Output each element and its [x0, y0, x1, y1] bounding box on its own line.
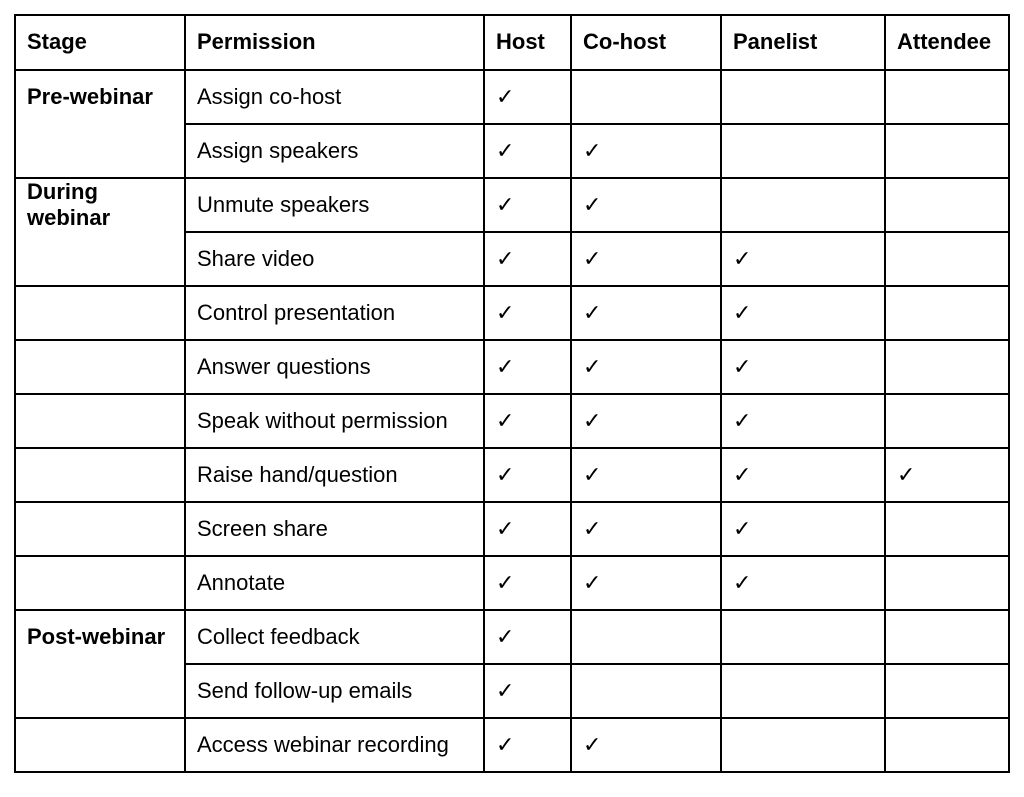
- column-header-panelist: Panelist: [721, 15, 885, 70]
- check-cell-attendee: [885, 394, 1009, 448]
- check-cell-panelist: ✓: [721, 340, 885, 394]
- stage-cell-pre-webinar: [15, 70, 185, 178]
- permission-cell: Unmute speakers: [185, 178, 484, 232]
- check-cell-co-host: ✓: [571, 286, 721, 340]
- check-cell-panelist: ✓: [721, 394, 885, 448]
- check-cell-attendee: [885, 718, 1009, 772]
- permission-cell: Answer questions: [185, 340, 484, 394]
- check-cell-co-host: [571, 664, 721, 718]
- table-row: [15, 178, 1009, 232]
- table-row: [15, 394, 1009, 448]
- check-cell-panelist: ✓: [721, 556, 885, 610]
- check-cell-panelist: [721, 664, 885, 718]
- check-cell-panelist: ✓: [721, 448, 885, 502]
- check-cell-host: ✓: [484, 70, 571, 124]
- permission-cell: Control presentation: [185, 286, 484, 340]
- check-cell-attendee: [885, 286, 1009, 340]
- permission-cell: Annotate: [185, 556, 484, 610]
- check-cell-attendee: ✓: [885, 448, 1009, 502]
- permission-cell: Access webinar recording: [185, 718, 484, 772]
- table-row: [15, 502, 1009, 556]
- check-cell-panelist: ✓: [721, 286, 885, 340]
- column-header-co-host: Co-host: [571, 15, 721, 70]
- check-cell-host: ✓: [484, 502, 571, 556]
- check-cell-attendee: [885, 232, 1009, 286]
- stage-cell-empty: [15, 556, 185, 610]
- table-row: [15, 718, 1009, 772]
- permission-cell: Raise hand/question: [185, 448, 484, 502]
- check-cell-panelist: [721, 610, 885, 664]
- permission-cell: Screen share: [185, 502, 484, 556]
- check-cell-host: ✓: [484, 718, 571, 772]
- stage-cell-post-webinar: [15, 610, 185, 718]
- stage-cell-empty: [15, 502, 185, 556]
- check-cell-co-host: [571, 70, 721, 124]
- stage-cell-empty: [15, 340, 185, 394]
- check-cell-co-host: ✓: [571, 448, 721, 502]
- webinar-permissions-table: [14, 14, 1010, 773]
- permission-cell: Collect feedback: [185, 610, 484, 664]
- column-header-permission: Permission: [185, 15, 484, 70]
- check-cell-host: ✓: [484, 664, 571, 718]
- permission-cell: Send follow-up emails: [185, 664, 484, 718]
- check-cell-co-host: ✓: [571, 556, 721, 610]
- check-cell-attendee: [885, 502, 1009, 556]
- column-header-stage: Stage: [15, 15, 185, 70]
- stage-label: Post-webinar: [27, 623, 166, 649]
- check-cell-co-host: ✓: [571, 394, 721, 448]
- check-cell-panelist: ✓: [721, 232, 885, 286]
- check-cell-co-host: ✓: [571, 232, 721, 286]
- stage-cell-during-webinar: [15, 178, 185, 286]
- table-row: [15, 448, 1009, 502]
- check-cell-attendee: [885, 610, 1009, 664]
- check-cell-panelist: [721, 718, 885, 772]
- check-cell-host: ✓: [484, 232, 571, 286]
- stage-cell-empty: [15, 286, 185, 340]
- stage-label: Pre-webinar: [27, 83, 153, 109]
- column-header-host: Host: [484, 15, 571, 70]
- check-cell-attendee: [885, 340, 1009, 394]
- check-cell-co-host: ✓: [571, 502, 721, 556]
- check-cell-panelist: [721, 178, 885, 232]
- check-cell-co-host: ✓: [571, 718, 721, 772]
- check-cell-attendee: [885, 178, 1009, 232]
- stage-label: During webinar: [27, 178, 111, 230]
- check-cell-co-host: ✓: [571, 178, 721, 232]
- check-cell-host: ✓: [484, 610, 571, 664]
- stage-cell-empty: [15, 394, 185, 448]
- check-cell-panelist: [721, 124, 885, 178]
- permission-cell: Share video: [185, 232, 484, 286]
- check-cell-attendee: [885, 664, 1009, 718]
- check-cell-co-host: [571, 610, 721, 664]
- check-cell-panelist: [721, 70, 885, 124]
- check-cell-host: ✓: [484, 556, 571, 610]
- check-cell-attendee: [885, 70, 1009, 124]
- check-cell-host: ✓: [484, 340, 571, 394]
- check-cell-attendee: [885, 124, 1009, 178]
- check-cell-host: ✓: [484, 286, 571, 340]
- column-header-attendee: Attendee: [885, 15, 1009, 70]
- permission-cell: Assign co-host: [185, 70, 484, 124]
- permission-cell: Speak without permission: [185, 394, 484, 448]
- check-cell-attendee: [885, 556, 1009, 610]
- check-cell-host: ✓: [484, 394, 571, 448]
- permission-cell: Assign speakers: [185, 124, 484, 178]
- check-cell-host: ✓: [484, 124, 571, 178]
- table-row: [15, 286, 1009, 340]
- header-row: [15, 15, 1009, 70]
- table-row: [15, 340, 1009, 394]
- check-cell-co-host: ✓: [571, 124, 721, 178]
- check-cell-co-host: ✓: [571, 340, 721, 394]
- check-cell-host: ✓: [484, 448, 571, 502]
- table-row: [15, 556, 1009, 610]
- check-cell-panelist: ✓: [721, 502, 885, 556]
- stage-cell-empty: [15, 448, 185, 502]
- table-row: [15, 70, 1009, 124]
- check-cell-host: ✓: [484, 178, 571, 232]
- table-row: [15, 610, 1009, 664]
- stage-cell-empty: [15, 718, 185, 772]
